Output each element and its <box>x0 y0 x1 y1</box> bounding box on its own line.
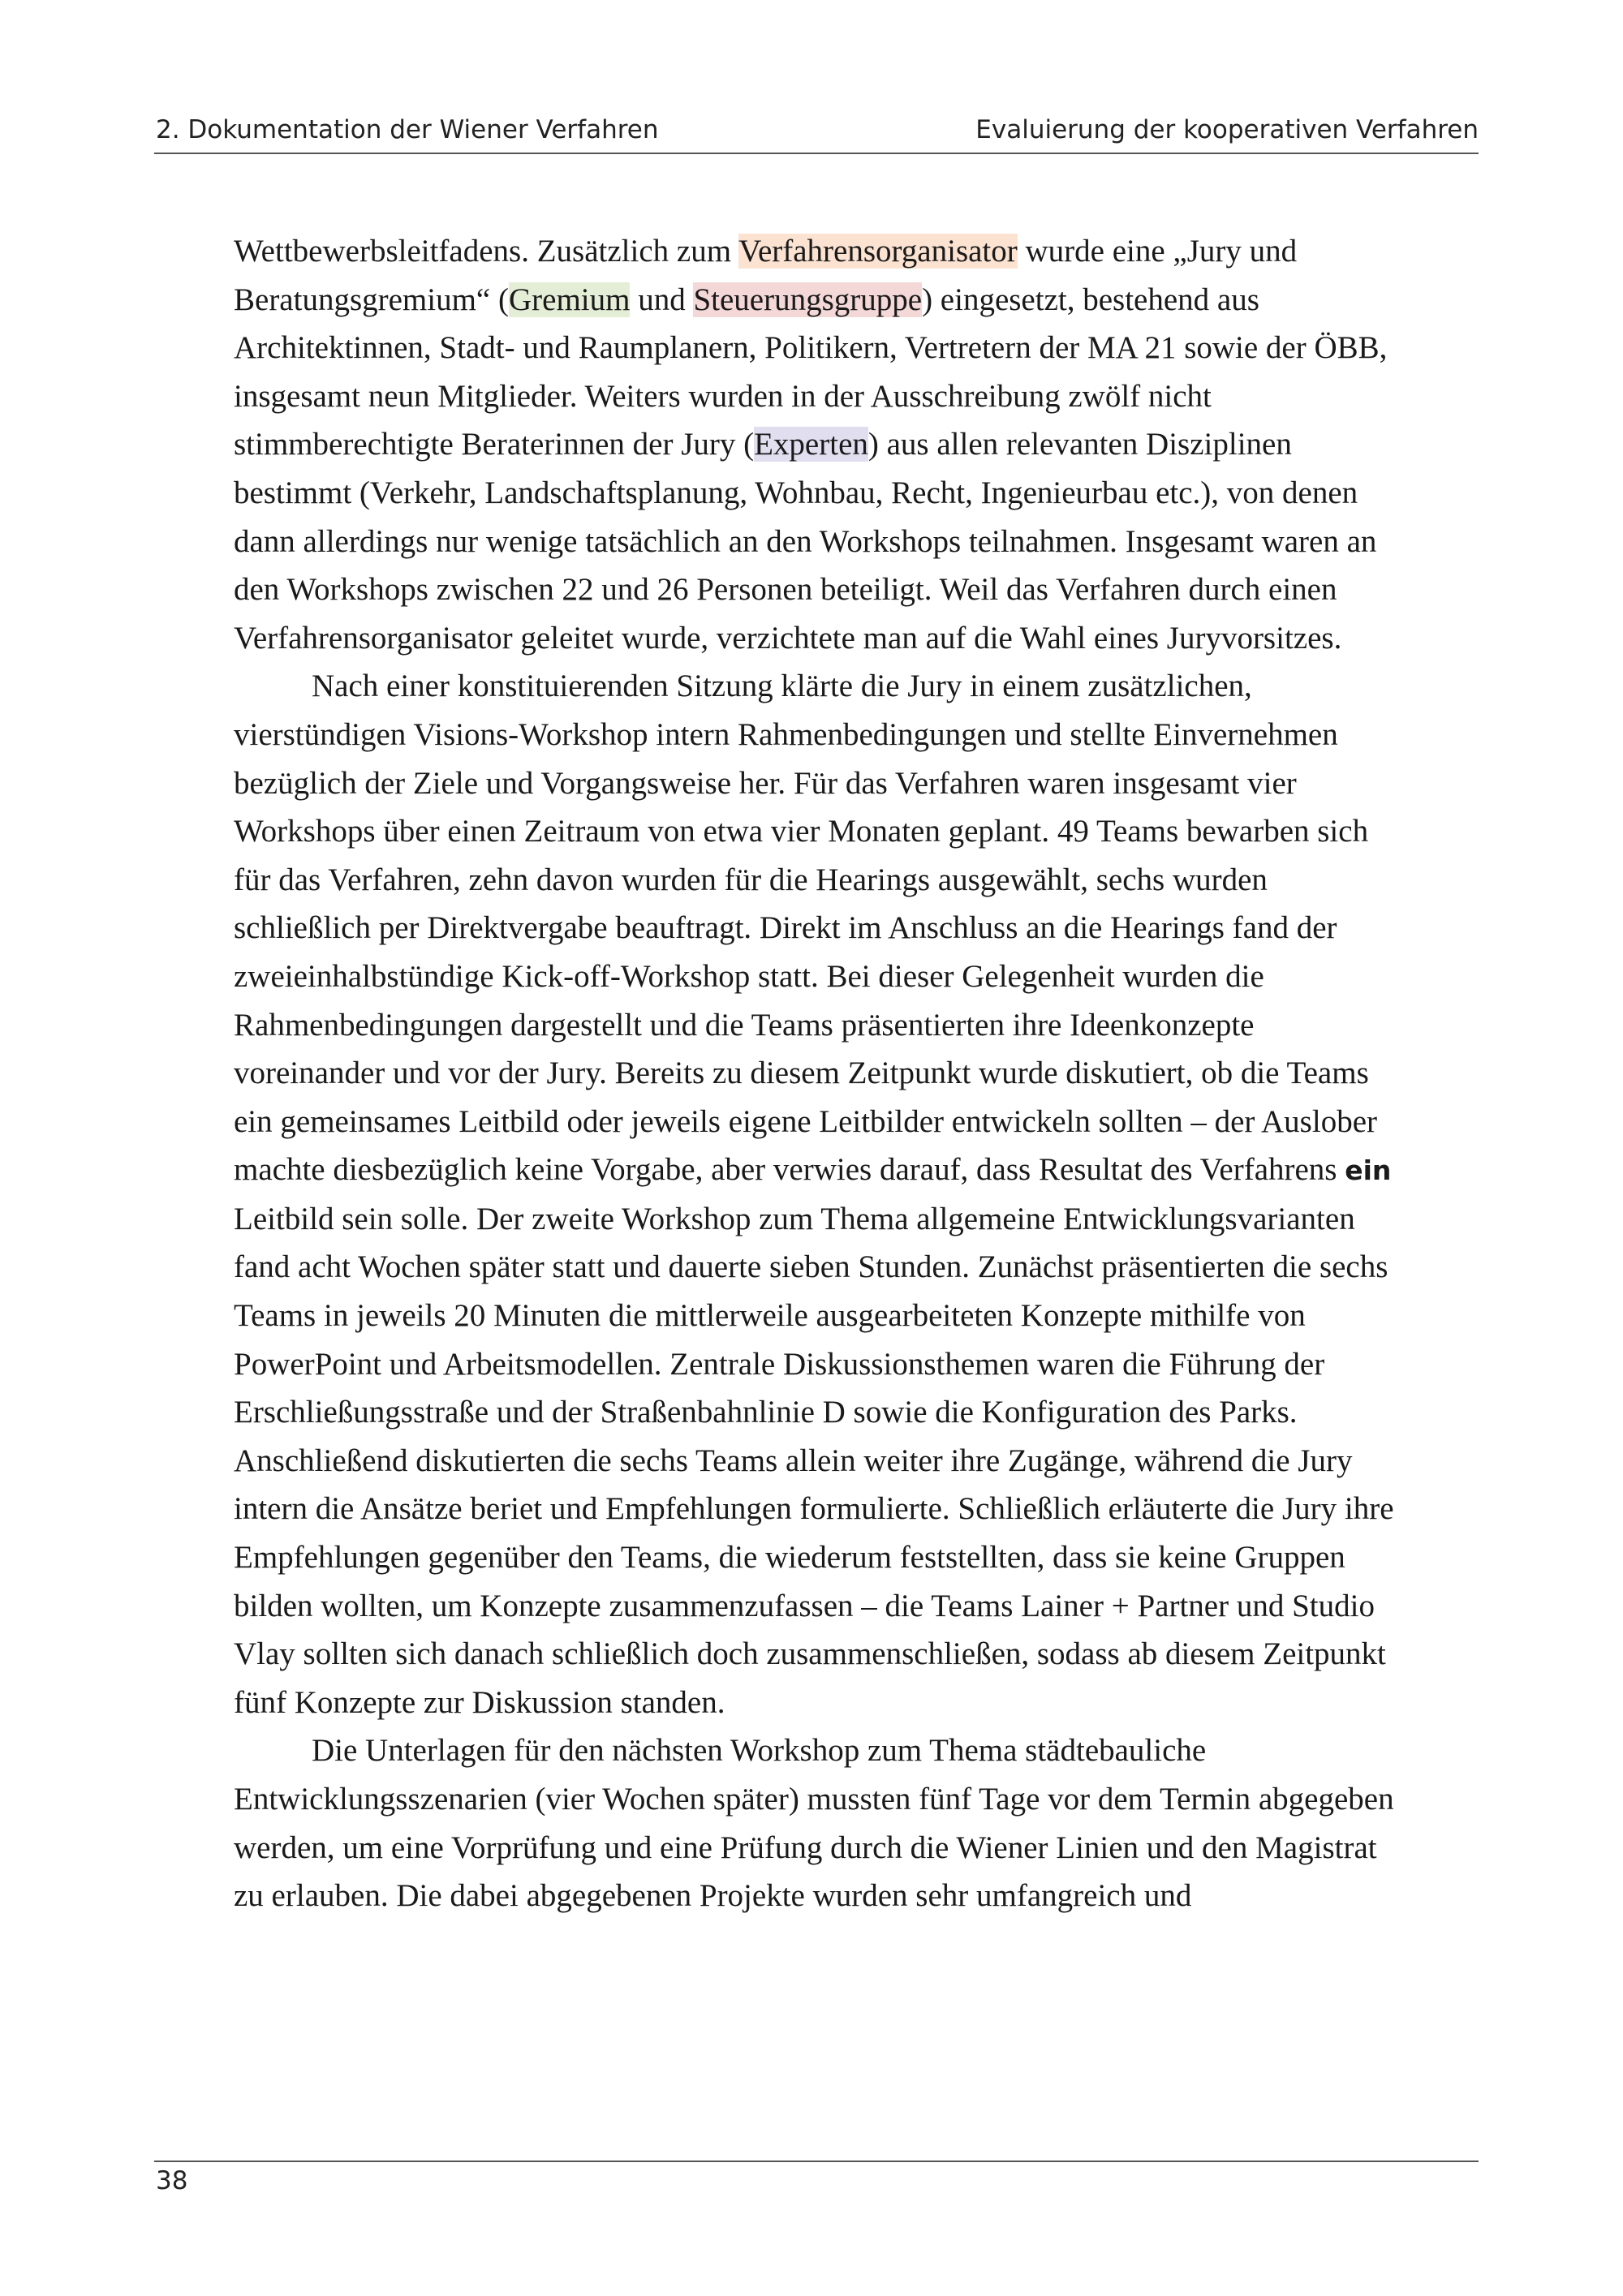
footer-rule <box>154 2161 1479 2162</box>
text-run: ) eingesetzt, bestehend aus Architektinnen, Stadt- und Raumplanern, Politikern, Vertretern der MA 21 sowie der ÖBB, insgesamt neun Mitglieder. Weiters wurden in der Ausschreibung zwölf nicht stimmberechtigte Beraterinnen der Jury ( <box>234 282 1388 462</box>
text-run: ) aus allen relevanten Disziplinen bestimmt (Verkehr, Landschaftsplanung, Wohnbau, Recht, Ingenieurbau etc.), von denen dann allerdings nur wenige tatsächlich an den Workshops teilnahmen. Insgesamt waren an den Workshops zwischen 22 und 26 Personen beteiligt. Weil das Verfahren durch einen Verfahrensorganisator geleitet wurde, verzichtete man auf die Wahl eines Juryvorsitzes. <box>234 427 1377 656</box>
text-run: und <box>630 282 694 317</box>
header-chapter-title: 2. Dokumentation der Wiener Verfahren <box>156 115 659 144</box>
text-run: Wettbewerbsleitfadens. Zusätzlich zum <box>234 234 739 269</box>
text-run: wurde eine „Jury und Beratungsgremium“ ( <box>234 234 1298 317</box>
highlight-steuerungsgruppe: Steuerungsgruppe <box>693 282 923 317</box>
highlight-gremium: Gremium <box>508 282 631 317</box>
text-run: Leitbild sein solle. Der zweite Workshop zum Thema allgemeine Entwicklungsvarianten fand acht Wochen später statt und dauerte sieben Stunden. Zunächst präsentierten die sechs Teams in jeweils 20 Minuten die mittlerweile ausgearbeiteten Konzepte mithilfe von PowerPoint und Arbeitsmodellen. Zentrale Diskussionsthemen waren die Führung der Erschließungsstraße und der Straßenbahnlinie D sowie die Konfiguration des Parks. Anschließend diskutierten die sechs Teams allein weiter ihre Zugänge, während die Jury intern die Ansätze beriet und Empfehlungen formulierte. Schließlich erläuterte die Jury ihre Empfehlungen gegenüber den Teams, die wiederum feststellten, dass sie keine Gruppen bilden wollten, um Konzepte zusammenzufassen – die Teams Lainer + Partner und Studio Vlay sollten sich danach schließlich doch zusammenschließen, sodass ab diesem Zeitpunkt fünf Konzepte zur Diskussion standen. <box>234 1201 1394 1720</box>
text-run: Die Unterlagen für den nächsten Workshop zum Thema städtebauliche Entwicklungsszenarien (vier Wochen später) mussten fünf Tage vor dem Termin abgegeben werden, um eine Vorprüfung und eine Prüfung durch die Wiener Linien und den Magistrat zu erlauben. Die dabei abgegebenen Projekte wurden sehr umfangreich und <box>234 1733 1394 1914</box>
header-section-title: Evaluierung der kooperativen Verfahren <box>975 115 1479 144</box>
paragraph-1 <box>234 227 1402 662</box>
text-run: Nach einer konstituierenden Sitzung klärte die Jury in einem zusätzlichen, vierstündigen Visions-Workshop intern Rahmenbedingungen und stellte Einvernehmen bezüglich der Ziele und Vorgangsweise her. Für das Verfahren waren insgesamt vier Workshops über einen Zeitraum von etwa vier Monaten geplant. 49 Teams bewarben sich für das Verfahren, zehn davon wurden für die Hearings ausgewählt, sechs wurden schließlich per Direktvergabe beauftragt. Direkt im Anschluss an die Hearings fand der zweieinhalbstündige Kick-off-Workshop statt. Bei dieser Gelegenheit wurden die Rahmenbedingungen dargestellt und die Teams präsentierten ihre Ideenkonzepte voreinander und vor der Jury. Bereits zu diesem Zeitpunkt wurde diskutiert, ob die Teams ein gemeinsames Leitbild oder jeweils eigene Leitbilder entwickeln sollten – der Auslober machte diesbezüglich keine Vorgabe, aber verwies darauf, dass Resultat des Verfahrens <box>234 669 1377 1188</box>
emphasis-ein: ein <box>1345 1154 1392 1187</box>
highlight-experten: Experten <box>754 427 868 462</box>
highlight-verfahrensorganisator: Verfahrensorganisator <box>738 234 1018 269</box>
body-text <box>234 227 1402 1920</box>
paragraph-2 <box>234 662 1402 1726</box>
running-header <box>154 114 1479 154</box>
page-number: 38 <box>156 2166 188 2195</box>
paragraph-3 <box>234 1726 1402 1920</box>
